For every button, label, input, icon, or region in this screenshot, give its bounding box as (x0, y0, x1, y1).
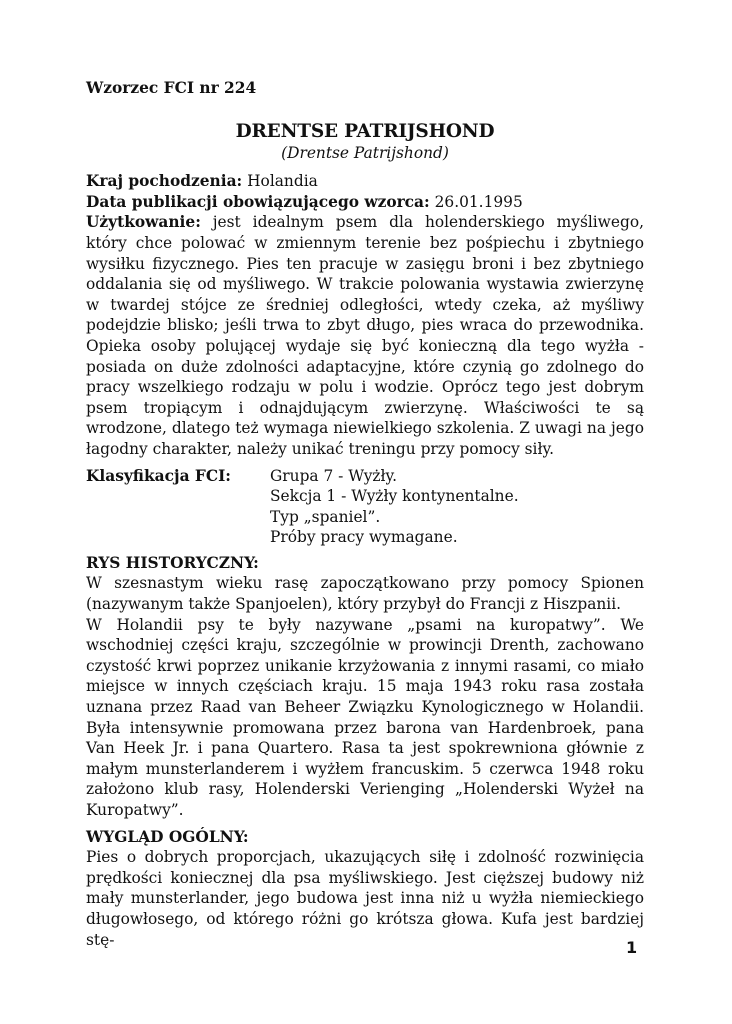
origin-label: Kraj pochodzenia: (86, 172, 243, 191)
publication-line (86, 192, 644, 213)
classification-group: Grupa 7 - Wyżły. (270, 466, 398, 485)
page-number: 1 (626, 938, 638, 957)
general-appearance-heading: WYGLĄD OGÓLNY: (86, 827, 249, 846)
origin-value: Holandia (247, 172, 318, 191)
breed-original-name: (Drentse Patrijshond) (281, 143, 449, 162)
history-heading: RYS HISTORYCZNY: (86, 553, 259, 572)
origin-line (86, 171, 644, 192)
general-appearance-paragraph: Pies o dobrych proporcjach, ukazujących siłę i zdolność rozwinięcia prędkości koniecznej dla psa myśliwskiego. Jest cięższej budowy niż mały munsterlander, jego budowa jest inna niż u wyżła niemieckiego długowłosego, od którego różni go krótsza głowa. Kufa jest bardziej stę- (86, 848, 644, 949)
classification-section: Sekcja 1 - Wyżły kontynentalne. (270, 487, 519, 506)
fci-classification (86, 466, 644, 548)
publication-value: 26.01.1995 (434, 192, 523, 211)
classification-type: Typ „spaniel”. (270, 507, 381, 526)
usage-paragraph (86, 212, 644, 459)
usage-text: jest idealnym psem dla holenderskiego myśliwego, który chce polować w zmiennym terenie bez pośpiechu i zbytniego wysiłku fizycznego. Pies ten pracuje w zasięgu broni i bez zbytniego oddalania się od myśliwego. W trakcie polowania wystawia zwierzynę w twardej stójce ze średniej odległości, wtedy czeka, aż myśliwy podejdzie blisko; jeśli trwa to zbyt długo, pies wraca do przewodnika. Opieka osoby polującej wydaje się być konieczną dla tego wyżła - posiada on duże zdolności adaptacyjne, które czynią go zdolnego do pracy wszelkiego rodzaju w polu i wodzie. Oprócz tego jest dobrym psem tropiącym i odnajdującym zwierzynę. Właściwości te są wrodzone, dlatego też wymaga niewielkiego szkolenia. Z uwagi na jego łagodny charakter, należy unikać treningu przy pomocy siły. (86, 213, 644, 458)
document-page (86, 78, 644, 950)
usage-label: Użytkowanie: (86, 213, 201, 232)
history-paragraph: W szesnastym wieku rasę zapoczątkowano przy pomocy Spionen (nazywanym także Spanjoelen), który przybył do Francji z Hiszpanii. (86, 574, 644, 614)
classification-list (270, 466, 519, 548)
history-paragraph: W Holandii psy te były nazywane „psami na kuropatwy”. We wschodniej części kraju, szczególnie w prowincji Drenth, zachowano czystość krwi poprzez unikanie krzyżowania z innymi rasami, co miało miejsce w innych częściach kraju. 15 maja 1943 roku rasa została uznana przez Raad van Beheer Związku Kynologicznego w Holandii. Była intensywnie promowana przez barona van Hardenbroek, pana Van Heek Jr. i pana Quartero. Rasa ta jest spokrewniona głównie z małym munsterlanderem i wyżłem francuskim. 5 czerwca 1948 roku założono klub rasy, Holenderski Verienging „Holenderski Wyżeł na Kuropatwy”. (86, 615, 644, 819)
classification-trials: Próby pracy wymagane. (270, 528, 458, 547)
standard-number: Wzorzec FCI nr 224 (86, 79, 257, 97)
classification-label: Klasyfikacja FCI: (86, 466, 231, 485)
breed-title: DRENTSE PATRIJSHOND (235, 120, 495, 142)
publication-label: Data publikacji obowiązującego wzorca: (86, 192, 430, 211)
